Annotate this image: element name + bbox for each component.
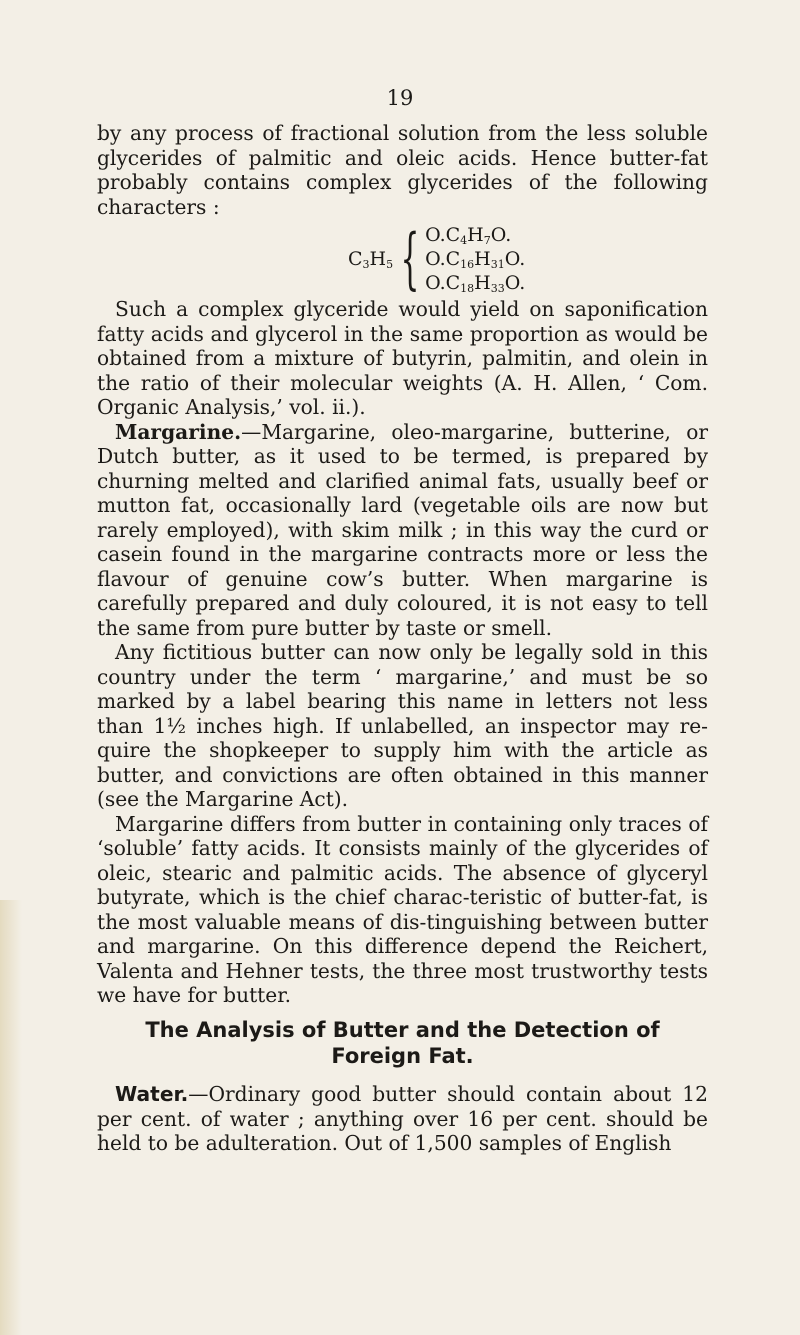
intro-line-4: characters : bbox=[97, 194, 220, 219]
formula-row-2: $O.C_{16}H_{31}O$. bbox=[425, 248, 526, 271]
paragraph-fictitious-butter: Any fictitious butter can now only be legally sold in this country under the term ‘ margarine,’ and must be so marked by a label bearing this name in letters not less than 1½ inches high. If unlabelled, an inspector may re-quire the shopkeeper to supply him with the article as butter, and convictions are often obtained in this manner (see the Margarine Act). bbox=[97, 640, 708, 811]
paragraph-margarine bbox=[97, 420, 708, 641]
page-edge-shadow bbox=[0, 900, 22, 1335]
intro-line-1: by any process of fractional solution from the less soluble bbox=[97, 121, 708, 145]
intro-line-3: probably contains complex glycerides of the following bbox=[97, 170, 708, 194]
margarine-label: Margarine. bbox=[115, 419, 242, 444]
paragraph-margarine-differs: Margarine differs from butter in containing only traces of ‘soluble’ fatty acids. It consists mainly of the glycerides of oleic, stearic and palmitic acids. The absence of glyceryl butyrate, which is the chief charac-teristic of butter-fat, is the most valuable means of dis-tinguishing between butter and margarine. On this difference depend the Reichert, Valenta and Hehner tests, the three most trustworthy tests we have for butter. bbox=[97, 811, 708, 1007]
body-text bbox=[97, 297, 708, 1008]
water-label: Water. bbox=[115, 1082, 189, 1106]
water-text: —Ordinary good butter should contain about 12 per cent. of water ; anything over 16 per cent. should be held to be adulteration. Out of 1,500 samples of English bbox=[97, 1082, 708, 1155]
water-section bbox=[97, 1082, 708, 1156]
formula-rows bbox=[425, 223, 525, 295]
paragraph-water bbox=[97, 1082, 708, 1156]
section-heading: The Analysis of Butter and the Detection of Foreign Fat. bbox=[145, 1018, 660, 1068]
formula-row-3: $O.C_{18}H_{33}O$. bbox=[425, 272, 526, 295]
paragraph-complex-glyceride: Such a complex glyceride would yield on saponification fatty acids and glycerol in the same proportion as would be obtained from a mixture of butyrin, palmitin, and olein in the ratio of their molecular weights (A. H. Allen, ‘ Com. Organic Analysis,’ vol. ii.). bbox=[97, 297, 708, 419]
intro-line-2: glycerides of palmitic and oleic acids. Hence butter-fat bbox=[97, 145, 708, 170]
margarine-text: —Margarine, oleo-margarine, butterine, or Dutch butter, as it used to be termed, is prepared by churning melted and clarified animal fats, usually beef or mutton fat, occasionally lard (vegetable oils are now but rarely employed), with skim milk ; in this way the curd or casein found in the margarine contracts more or less the flavour of genuine cow’s butter. When margarine is carefully prepared and duly coloured, it is not easy to tell the same from pure butter by taste or smell. bbox=[97, 419, 708, 640]
glyceride-formula bbox=[348, 220, 526, 297]
formula-base: $C_3H_5$ bbox=[348, 248, 394, 271]
formula-brace: { bbox=[400, 220, 420, 297]
page-number: 19 bbox=[386, 86, 414, 110]
intro-paragraph bbox=[97, 121, 708, 219]
formula-row-1: $O.C_4H_7O$. bbox=[425, 224, 512, 247]
